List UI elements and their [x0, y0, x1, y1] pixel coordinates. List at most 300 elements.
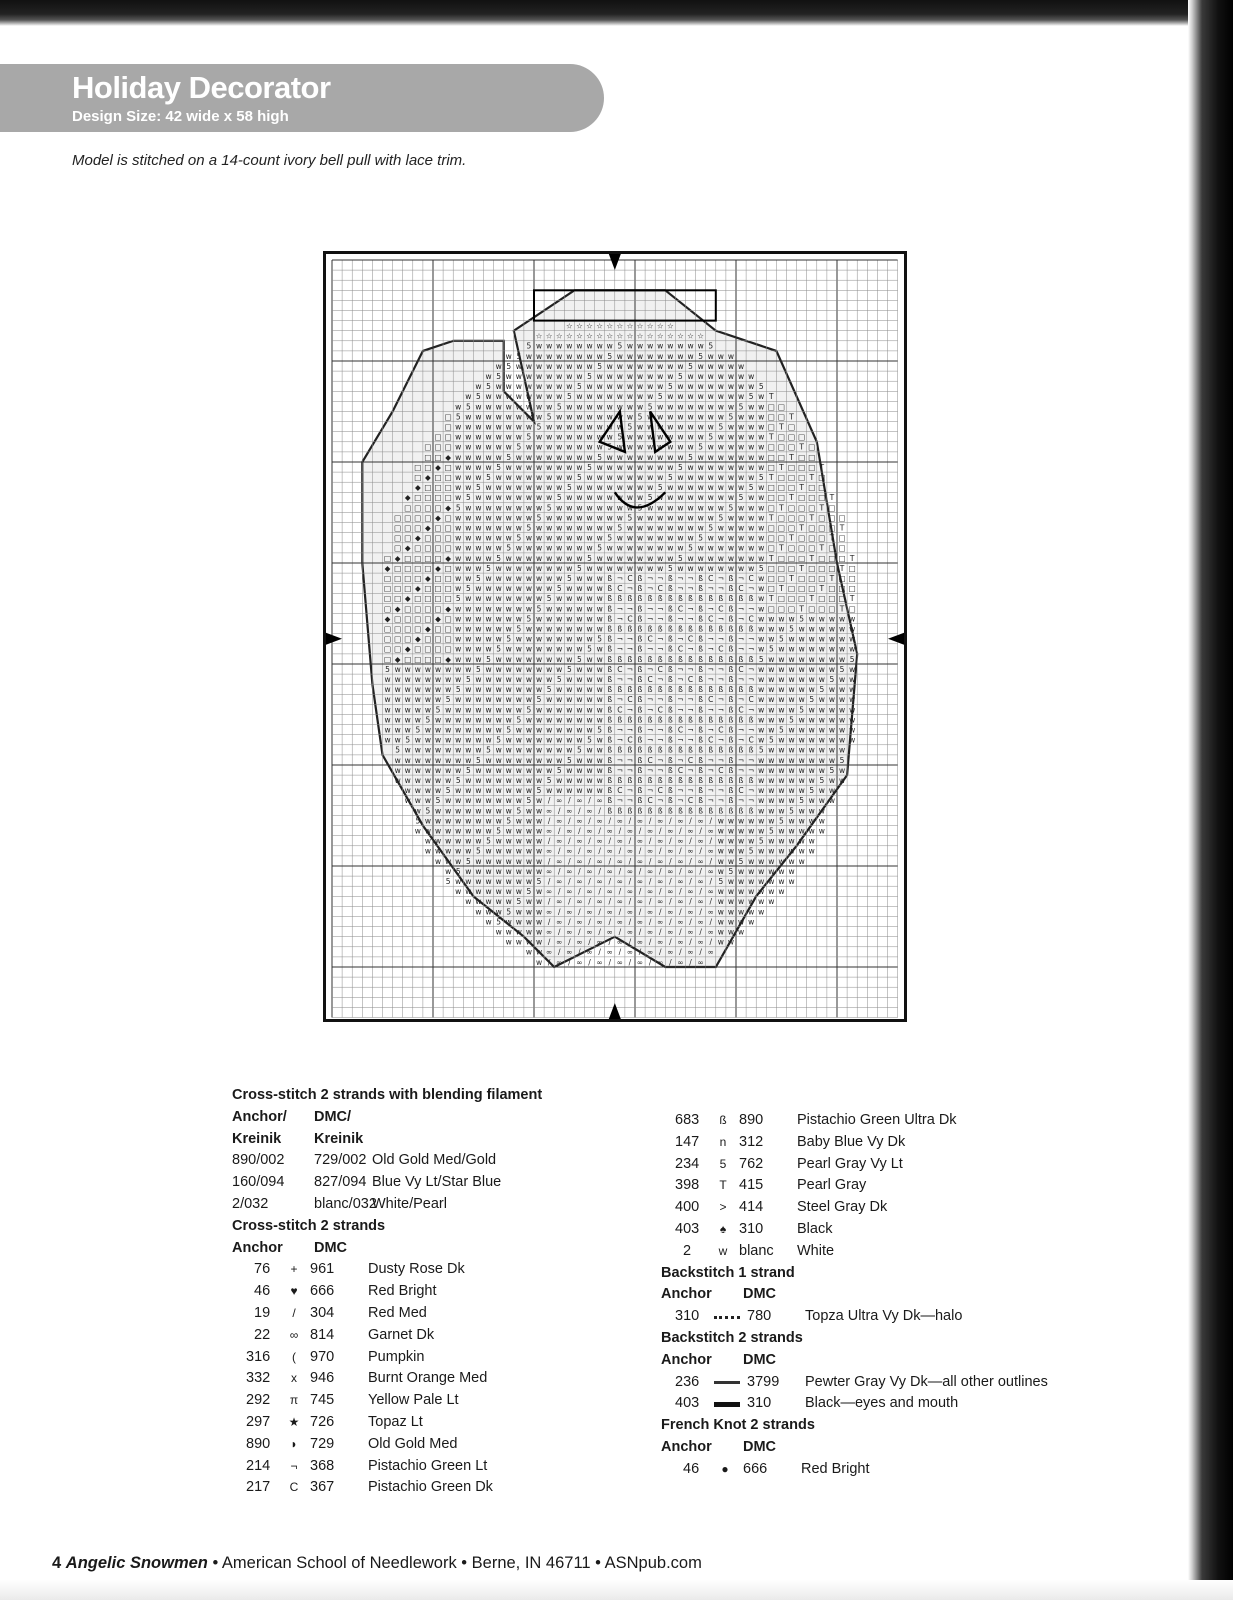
stitch-symbol: w [768, 836, 775, 846]
stitch-symbol: w [475, 503, 482, 513]
stitch-symbol: w [748, 553, 755, 563]
stitch-symbol: ∞ [677, 816, 684, 826]
stitch-symbol: w [505, 755, 512, 765]
stitch-symbol: w [535, 594, 543, 604]
stitch-symbol: w [505, 604, 512, 614]
stitch-symbol: w [788, 755, 795, 765]
stitch-symbol: ß [607, 715, 613, 725]
stitch-symbol: C [687, 755, 694, 765]
stitch-symbol: w [707, 563, 714, 573]
stitch-symbol: w [586, 654, 593, 664]
stitch-symbol: / [689, 876, 692, 886]
stitch-symbol: w [546, 382, 553, 392]
stitch-symbol: □ [828, 584, 836, 594]
stitch-symbol: w [657, 563, 664, 573]
stitch-symbol: w [515, 513, 522, 523]
stitch-symbol: w [505, 614, 512, 624]
stitch-symbol: / [689, 917, 692, 927]
stitch-symbol: 5 [465, 584, 471, 594]
stitch-symbol: w [515, 654, 522, 664]
stitch-symbol: w [475, 735, 482, 745]
stitch-symbol: ¬ [707, 634, 714, 644]
stitch-symbol: w [596, 462, 603, 472]
stitch-symbol: ¬ [626, 796, 634, 806]
stitch-symbol: w [424, 816, 432, 826]
stitch-symbol: w [515, 917, 522, 927]
stitch-symbol: w [515, 735, 522, 745]
stitch-symbol: w [535, 937, 543, 947]
stitch-symbol: w [414, 685, 421, 695]
stitch-symbol: w [505, 806, 512, 816]
stitch-symbol: T [789, 533, 794, 543]
stitch-symbol: □ [404, 573, 412, 583]
stitch-symbol: 5 [617, 432, 623, 442]
stitch-symbol: ¬ [737, 796, 745, 806]
stitch-symbol: w [515, 361, 522, 371]
stitch-symbol: 5 [607, 442, 613, 452]
stitch-symbol: w [596, 533, 603, 543]
stitch-symbol: w [717, 816, 724, 826]
stitch-symbol: w [737, 836, 745, 846]
stitch-symbol: 5 [839, 664, 845, 674]
stitch-symbol: w [485, 846, 492, 856]
stitch-symbol: w [586, 745, 593, 755]
stitch-symbol: w [485, 553, 492, 563]
stitch-symbol: ß [657, 624, 663, 634]
stitch-symbol: ß [718, 775, 724, 785]
stitch-symbol: w [404, 775, 411, 785]
stitch-symbol: w [556, 533, 563, 543]
stitch-symbol: w [667, 493, 674, 503]
stitch-symbol: w [475, 705, 482, 715]
stitch-symbol: 5 [476, 483, 481, 493]
stitch-symbol: 5 [728, 412, 734, 422]
stitch-symbol: T [779, 422, 784, 432]
stitch-symbol: □ [424, 483, 432, 493]
stitch-symbol: ¬ [748, 765, 755, 775]
stitch-symbol: w [525, 866, 533, 876]
stitch-symbol: w [758, 624, 765, 634]
stitch-symbol: / [689, 957, 692, 967]
stitch-symbol: w [495, 361, 502, 371]
color-name: Pearl Gray [797, 1177, 867, 1194]
stitch-symbol: ¬ [748, 786, 755, 796]
stitch-symbol: w [556, 664, 563, 674]
stitch-symbol: 5 [455, 594, 461, 604]
stitch-symbol: C [687, 674, 694, 684]
stitch-symbol: w [687, 472, 694, 482]
stitch-symbol: w [515, 644, 522, 654]
stitch-symbol: ¬ [616, 755, 623, 765]
stitch-symbol: w [404, 664, 411, 674]
stitch-symbol: ß [728, 735, 734, 745]
stitch-symbol: w [596, 382, 603, 392]
stitch-symbol: w [546, 452, 553, 462]
stitch-symbol: □ [434, 573, 442, 583]
stitch-symbol: w [576, 523, 583, 533]
stitch-symbol: / [588, 836, 591, 846]
stitch-symbol: ß [667, 644, 673, 654]
stitch-symbol: w [525, 371, 533, 381]
stitch-symbol: w [424, 685, 432, 695]
stitch-symbol: ¬ [657, 644, 664, 654]
stitch-symbol: w [636, 493, 644, 503]
stitch-symbol: w [475, 543, 482, 553]
stitch-symbol: w [505, 876, 512, 886]
stitch-symbol: C [708, 735, 714, 745]
stitch-symbol: ◆ [425, 624, 431, 634]
stitch-symbol: ¬ [737, 695, 745, 705]
stitch-symbol: w [465, 725, 472, 735]
stitch-symbol: ß [738, 685, 744, 695]
stitch-symbol: w [495, 846, 502, 856]
stitch-symbol: ß [678, 715, 683, 725]
stitch-symbol: w [748, 523, 755, 533]
stitch-symbol: w [505, 685, 512, 695]
stitch-symbol: ß [698, 664, 704, 674]
stitch-symbol: □ [828, 594, 836, 604]
stitch-symbol: w [445, 816, 452, 826]
stitch-symbol: ∞ [566, 947, 573, 957]
key-row [232, 1325, 632, 1347]
stitch-symbol: w [576, 573, 583, 583]
stitch-symbol: w [748, 866, 755, 876]
stitch-symbol: 5 [597, 634, 603, 644]
stitch-symbol: ∞ [707, 826, 714, 836]
stitch-symbol: ¬ [626, 725, 634, 735]
stitch-symbol: ☆ [646, 331, 654, 341]
stitch-symbol: C [677, 725, 684, 735]
stitch-symbol: w [647, 371, 654, 381]
stitch-symbol: w [758, 826, 765, 836]
stitch-symbol: ∞ [687, 887, 694, 897]
stitch-symbol: □ [777, 523, 785, 533]
stitch-symbol: 5 [657, 392, 663, 402]
stitch-symbol: w [485, 897, 492, 907]
stitch-symbol: w [768, 876, 775, 886]
stitch-symbol: w [525, 654, 533, 664]
stitch-symbol: w [596, 341, 603, 351]
stitch-symbol: w [758, 796, 765, 806]
stitch-symbol: ¬ [687, 786, 694, 796]
stitch-symbol: ¬ [647, 705, 654, 715]
stitch-symbol: T [849, 594, 855, 604]
stitch-symbol: ß [698, 685, 704, 695]
stitch-symbol: w [515, 503, 522, 513]
stitch-symbol: ß [607, 695, 613, 705]
stitch-symbol: w [505, 927, 512, 937]
stitch-symbol: w [546, 422, 553, 432]
stitch-symbol: w [727, 876, 735, 886]
stitch-symbol: w [505, 483, 512, 493]
stitch-symbol: □ [394, 573, 402, 583]
stitch-symbol: ß [678, 594, 683, 604]
stitch-symbol: ¬ [677, 674, 684, 684]
stitch-symbol: w [616, 503, 623, 513]
stitch-symbol: w [818, 765, 825, 775]
stitch-symbol: / [598, 947, 601, 957]
stitch-symbol: ß [627, 624, 633, 634]
stitch-symbol: / [648, 937, 652, 947]
stitch-symbol: w [485, 725, 492, 735]
stitch-symbol: ☆ [697, 331, 705, 341]
stitch-symbol: 5 [506, 361, 512, 371]
stitch-symbol: w [758, 402, 765, 412]
stitch-symbol: ∞ [596, 796, 603, 806]
stitch-symbol: w [647, 452, 654, 462]
stitch-symbol: ¬ [647, 644, 654, 654]
stitch-symbol: w [697, 472, 704, 482]
key-heading: French Knot 2 strands [661, 1417, 815, 1434]
stitch-symbol: 5 [546, 503, 552, 513]
chart-symbol: ★ [288, 1414, 300, 1429]
stitch-symbol: w [758, 503, 765, 513]
stitch-symbol: □ [767, 402, 775, 412]
stitch-symbol: w [505, 856, 512, 866]
stitch-symbol: w [566, 382, 573, 392]
center-arrow-right [888, 633, 904, 645]
stitch-symbol: w [758, 533, 765, 543]
stitch-symbol: ß [748, 715, 754, 725]
stitch-symbol: w [636, 543, 644, 553]
stitch-symbol: 5 [718, 876, 724, 886]
stitch-symbol: w [576, 786, 583, 796]
stitch-symbol: w [434, 856, 442, 866]
stitch-symbol: ¬ [677, 755, 684, 765]
stitch-symbol: 5 [708, 523, 714, 533]
stitch-symbol: w [475, 725, 482, 735]
stitch-symbol: ∞ [546, 887, 553, 897]
stitch-symbol: w [586, 392, 593, 402]
stitch-symbol: w [828, 614, 836, 624]
stitch-symbol: w [505, 745, 512, 755]
stitch-symbol: w [707, 472, 714, 482]
stitch-symbol: □ [818, 594, 826, 604]
key-row [661, 1132, 1131, 1154]
stitch-symbol: ∞ [576, 856, 583, 866]
stitch-symbol: w [798, 826, 805, 836]
stitch-symbol: w [475, 462, 482, 472]
stitch-symbol: w [788, 674, 795, 684]
stitch-symbol: w [424, 775, 432, 785]
stitch-symbol: w [515, 685, 522, 695]
stitch-symbol: □ [818, 553, 826, 563]
stitch-symbol: □ [414, 513, 422, 523]
stitch-symbol: 5 [435, 705, 441, 715]
stitch-symbol: w [606, 402, 613, 412]
stitch-symbol: □ [434, 483, 442, 493]
stitch-symbol: w [798, 775, 805, 785]
stitch-symbol: □ [434, 624, 442, 634]
stitch-symbol: w [505, 563, 512, 573]
stitch-symbol: w [616, 402, 623, 412]
stitch-symbol: w [768, 856, 775, 866]
scan-top-edge [0, 0, 1233, 26]
stitch-symbol: 5 [587, 735, 592, 745]
stitch-symbol: ◆ [394, 604, 401, 614]
stitch-symbol: / [547, 816, 551, 826]
stitch-symbol: T [789, 493, 794, 503]
stitch-symbol: w [758, 543, 765, 553]
stitch-symbol: w [475, 806, 482, 816]
stitch-symbol: w [465, 897, 472, 907]
stitch-symbol: w [586, 674, 593, 684]
stitch-symbol: w [414, 806, 421, 816]
key-row: 236 3799 Pewter Gray Vy Dk—all other outlines [661, 1372, 1131, 1394]
stitch-symbol: ß [667, 604, 673, 614]
stitch-symbol: w [556, 462, 563, 472]
stitch-symbol: w [525, 856, 533, 866]
stitch-symbol: w [535, 452, 543, 462]
stitch-symbol: w [465, 624, 472, 634]
stitch-symbol: w [737, 452, 745, 462]
stitch-symbol: 5 [445, 786, 451, 796]
stitch-symbol: w [546, 664, 553, 674]
chart-symbol: ◗ [290, 1436, 298, 1451]
stitch-symbol: w [566, 604, 573, 614]
stitch-symbol: 5 [597, 543, 603, 553]
stitch-symbol: 5 [566, 573, 572, 583]
stitch-symbol: ß [728, 624, 734, 634]
stitch-symbol: w [505, 695, 512, 705]
stitch-symbol: w [525, 452, 533, 462]
stitch-symbol: ∞ [647, 947, 654, 957]
stitch-symbol: ∞ [556, 816, 563, 826]
stitch-symbol: w [515, 371, 522, 381]
stitch-symbol: ß [698, 755, 704, 765]
stitch-symbol: w [485, 826, 492, 836]
stitch-symbol: ß [667, 796, 673, 806]
stitch-symbol: ß [607, 634, 613, 644]
stitch-symbol: w [515, 614, 522, 624]
stitch-symbol: w [697, 543, 704, 553]
stitch-symbol: w [566, 402, 573, 412]
stitch-symbol: ¬ [687, 614, 694, 624]
stitch-symbol: w [606, 432, 613, 442]
stitch-symbol: ß [708, 594, 714, 604]
stitch-symbol: w [525, 907, 533, 917]
stitch-symbol: ∞ [626, 947, 634, 957]
stitch-symbol: ß [637, 664, 643, 674]
stitch-symbol: w [455, 876, 462, 886]
stitch-symbol: w [515, 664, 522, 674]
stitch-symbol: 5 [768, 644, 774, 654]
stitch-symbol: 5 [536, 604, 542, 614]
stitch-symbol: w [505, 786, 512, 796]
stitch-symbol: w [434, 735, 442, 745]
stitch-symbol: w [697, 563, 704, 573]
stitch-symbol: w [657, 361, 664, 371]
stitch-symbol: / [689, 836, 692, 846]
stitch-symbol: C [657, 786, 663, 796]
stitch-symbol: w [485, 533, 492, 543]
stitch-symbol: w [768, 705, 775, 715]
stitch-symbol: □ [777, 442, 785, 452]
stitch-symbol: 5 [728, 866, 734, 876]
stitch-symbol: / [608, 856, 612, 866]
dmc-number: 762 [739, 1155, 764, 1172]
stitch-symbol: w [475, 412, 482, 422]
stitch-symbol: 5 [577, 382, 582, 392]
stitch-symbol: w [414, 826, 421, 836]
stitch-symbol: w [737, 846, 745, 856]
stitch-symbol: w [636, 351, 644, 361]
stitch-symbol: / [598, 826, 601, 836]
stitch-symbol: 5 [556, 493, 562, 503]
stitch-symbol: w [586, 543, 593, 553]
stitch-symbol: / [547, 836, 551, 846]
stitch-symbol: ¬ [737, 614, 745, 624]
stitch-symbol: ◆ [394, 553, 401, 563]
stitch-symbol: / [699, 927, 702, 937]
stitch-symbol: w [485, 674, 492, 684]
stitch-symbol: ¬ [707, 674, 714, 684]
stitch-symbol: w [495, 563, 502, 573]
stitch-symbol: w [606, 523, 613, 533]
stitch-symbol: ß [728, 604, 734, 614]
stitch-symbol: w [818, 745, 825, 755]
stitch-symbol: w [737, 361, 745, 371]
stitch-symbol: w [687, 493, 694, 503]
stitch-symbol: ß [667, 725, 673, 735]
stitch-symbol: w [697, 523, 704, 533]
stitch-symbol: w [414, 765, 421, 775]
stitch-symbol: w [485, 775, 492, 785]
stitch-symbol: w [465, 816, 472, 826]
stitch-symbol: w [798, 695, 805, 705]
stitch-symbol: w [434, 846, 442, 856]
stitch-symbol: w [586, 412, 593, 422]
stitch-symbol: w [758, 725, 765, 735]
stitch-symbol: w [495, 523, 502, 533]
stitch-symbol: w [414, 796, 421, 806]
stitch-symbol: w [778, 866, 785, 876]
stitch-symbol: w [596, 483, 603, 493]
stitch-symbol: □ [777, 533, 785, 543]
stitch-symbol: ß [738, 775, 744, 785]
stitch-symbol: w [788, 745, 795, 755]
stitch-symbol: ß [667, 786, 673, 796]
stitch-symbol: w [515, 765, 522, 775]
stitch-symbol: ß [728, 796, 734, 806]
stitch-symbol: w [798, 846, 805, 856]
stitch-symbol: 5 [476, 573, 481, 583]
stitch-symbol: w [717, 412, 724, 422]
stitch-symbol: w [475, 432, 482, 442]
stitch-symbol: ß [637, 755, 643, 765]
stitch-symbol: w [798, 725, 805, 735]
stitch-symbol: ¬ [657, 634, 664, 644]
design-size: Design Size: 42 wide x 58 high [72, 108, 289, 125]
stitch-symbol: 5 [556, 765, 562, 775]
stitch-symbol: w [495, 402, 502, 412]
stitch-symbol: w [818, 674, 825, 684]
stitch-symbol: □ [424, 594, 432, 604]
stitch-symbol: w [475, 584, 482, 594]
stitch-symbol: ß [607, 705, 613, 715]
stitch-symbol: ß [607, 594, 613, 604]
stitch-symbol: w [647, 563, 654, 573]
dmc-number: 368 [310, 1457, 335, 1474]
stitch-symbol: w [546, 715, 553, 725]
stitch-symbol: w [758, 664, 765, 674]
stitch-symbol: ∞ [586, 866, 593, 876]
stitch-symbol: □ [444, 584, 452, 594]
stitch-symbol: w [778, 786, 785, 796]
stitch-symbol: w [606, 382, 613, 392]
stitch-symbol: ß [607, 745, 613, 755]
stitch-symbol: ¬ [657, 796, 664, 806]
